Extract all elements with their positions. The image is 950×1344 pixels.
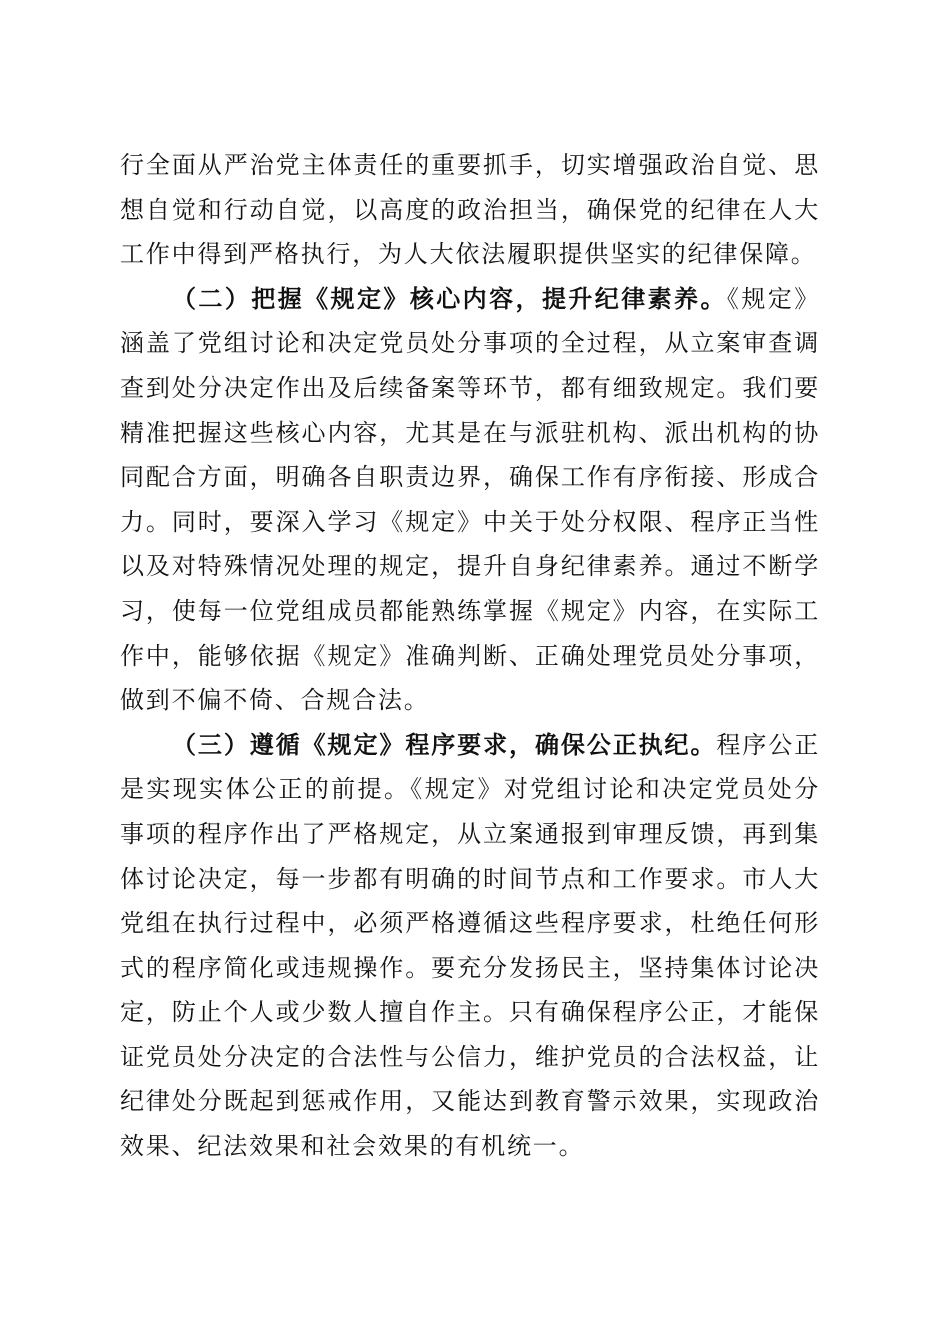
- paragraph-section-two: [120, 277, 820, 723]
- section-three-heading: （三）遵循《规定》程序要求，确保公正执纪。: [172, 729, 717, 759]
- paragraph-text: 行全面从严治党主体责任的重要抓手，切实增强政治自觉、思想自觉和行动自觉，以高度的政治担当，确保党的纪律在人大工作中得到严格执行，为人大依法履职提供坚实的纪律保障。: [120, 151, 820, 269]
- section-two-heading: （二）把握《规定》核心内容，提升纪律素养。: [172, 283, 727, 313]
- paragraph-section-three: [120, 723, 820, 1169]
- paragraph-continuation: [120, 143, 820, 277]
- document-body: [120, 143, 820, 1169]
- section-three-text: 程序公正是实现实体公正的前提。《规定》对党组讨论和决定党员处分事项的程序作出了严格规定，从立案通报到审理反馈，再到集体讨论决定，每一步都有明确的时间节点和工作要求。市人大党组在执行过程中，必须严格遵循这些程序要求，杜绝任何形式的程序简化或违规操作。要充分发扬民主，坚持集体讨论决定，防止个人或少数人擅自作主。只有确保程序公正，才能保证党员处分决定的合法性与公信力，维护党员的合法权益，让纪律处分既起到惩戒作用，又能达到教育警示效果，实现政治效果、纪法效果和社会效果的有机统一。: [120, 730, 820, 1161]
- section-two-text: 《规定》涵盖了党组讨论和决定党员处分事项的全过程，从立案审查调查到处分决定作出及后续备案等环节，都有细致规定。我们要精准把握这些核心内容，尤其是在与派驻机构、派出机构的协同配合方面，明确各自职责边界，确保工作有序衔接、形成合力。同时，要深入学习《规定》中关于处分权限、程序正当性以及对特殊情况处理的规定，提升自身纪律素养。通过不断学习，使每一位党组成员都能熟练掌握《规定》内容，在实际工作中，能够依据《规定》准确判断、正确处理党员处分事项，做到不偏不倚、合规合法。: [120, 284, 820, 715]
